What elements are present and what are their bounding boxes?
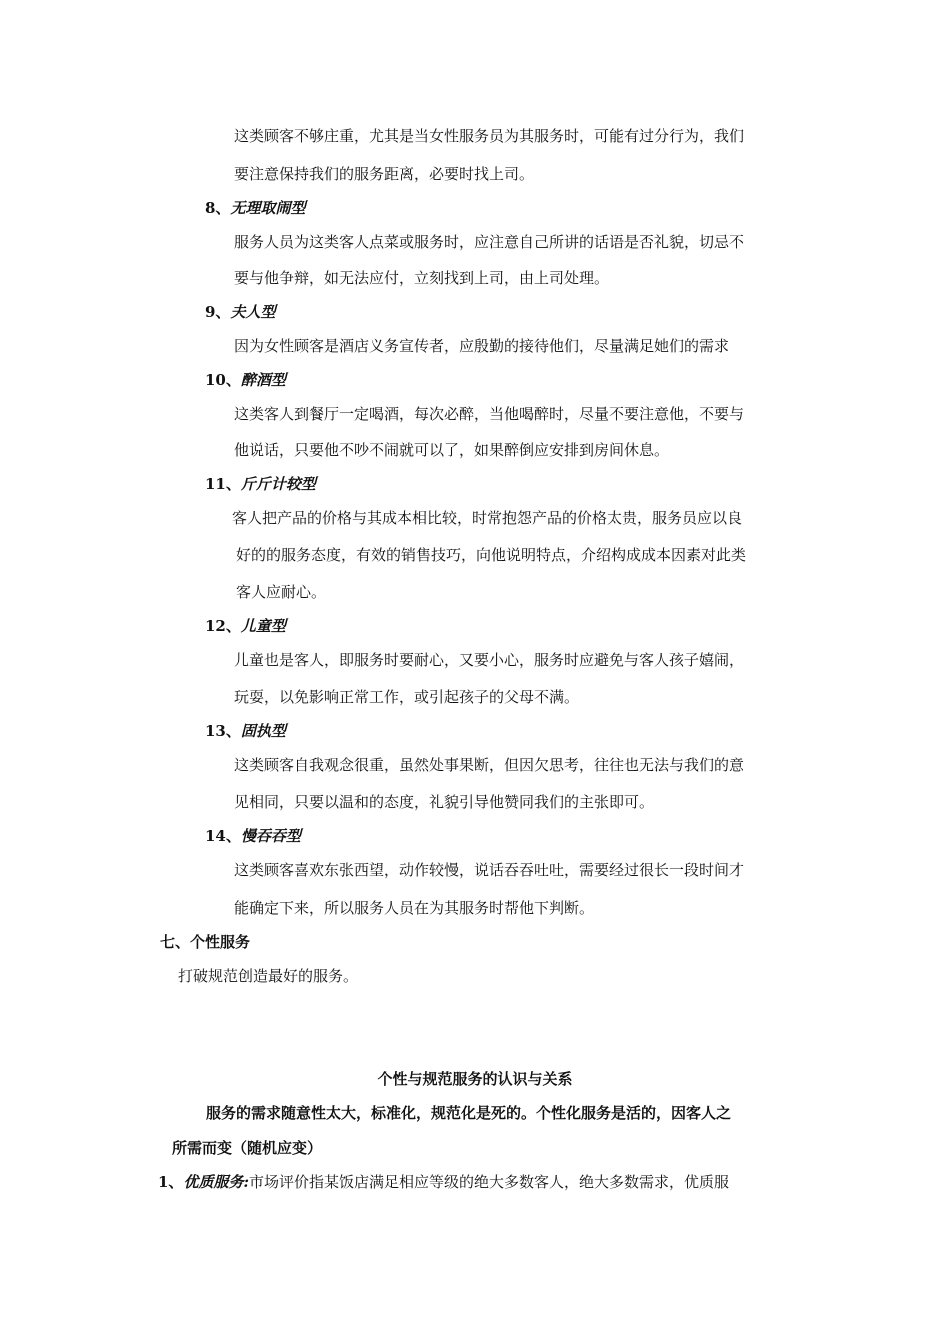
intro-line-2: 要注意保持我们的服务距离，必要时找上司。 <box>234 165 535 183</box>
item-10-line-1: 这类客人到餐厅一定喝酒，每次必醉，当他喝醉时，尽量不要注意他，不要与 <box>234 405 745 423</box>
item-11-line-3: 客人应耐心。 <box>236 583 327 601</box>
item-8-line-2: 要与他争辩，如无法应付，立刻找到上司，由上司处理。 <box>234 269 610 287</box>
item-heading-13 <box>205 721 286 741</box>
item-10-line-2: 他说话，只要他不吵不闹就可以了，如果醉倒应安排到房间休息。 <box>234 441 670 459</box>
item-12-line-2: 玩耍，以免影响正常工作，或引起孩子的父母不满。 <box>234 688 580 706</box>
item-number: 9、 <box>205 303 231 321</box>
point-title: 优质服务: <box>183 1173 249 1191</box>
item-heading-10 <box>205 370 286 390</box>
item-title: 固执型 <box>240 722 286 740</box>
item-number: 8、 <box>205 199 231 217</box>
item-number: 14、 <box>205 827 241 845</box>
item-title: 慢吞吞型 <box>240 827 301 845</box>
section-heading: 七、个性服务 <box>160 933 251 951</box>
item-9-line-1: 因为女性顾客是酒店义务宣传者，应殷勤的接待他们，尽量满足她们的需求 <box>234 337 730 355</box>
item-title: 无理取闹型 <box>230 199 306 217</box>
item-13-line-2: 见相同，只要以温和的态度，礼貌引导他赞同我们的主张即可。 <box>234 793 655 811</box>
item-11-line-1: 客人把产品的价格与其成本相比较，时常抱怨产品的价格太贵，服务员应以良 <box>232 509 743 527</box>
item-12-line-1: 儿童也是客人，即服务时要耐心，又要小心，服务时应避免与客人孩子嬉闹， <box>234 651 745 669</box>
item-title: 醉酒型 <box>240 371 286 389</box>
bold-para-line-1: 服务的需求随意性太大，标准化，规范化是死的。个性化服务是活的，因客人之 <box>206 1104 732 1122</box>
item-8-line-1: 服务人员为这类客人点菜或服务时，应注意自己所讲的话语是否礼貌，切忌不 <box>234 233 745 251</box>
item-heading-12 <box>205 616 286 636</box>
item-14-line-1: 这类顾客喜欢东张西望，动作较慢，说话吞吞吐吐，需要经过很长一段时间才 <box>234 861 745 879</box>
item-14-line-2: 能确定下来，所以服务人员在为其服务时帮他下判断。 <box>234 899 595 917</box>
item-number: 11、 <box>205 475 241 493</box>
item-heading-14 <box>205 826 301 846</box>
item-title: 儿童型 <box>240 617 286 635</box>
item-heading-8 <box>205 198 305 218</box>
item-title: 夫人型 <box>230 303 276 321</box>
item-number: 12、 <box>205 617 241 635</box>
item-number: 13、 <box>205 722 241 740</box>
point-1 <box>158 1172 729 1192</box>
section-body: 打破规范创造最好的服务。 <box>178 967 359 985</box>
item-heading-11 <box>205 474 316 494</box>
intro-line-1: 这类顾客不够庄重，尤其是当女性服务员为其服务时，可能有过分行为，我们 <box>234 127 745 145</box>
item-13-line-1: 这类顾客自我观念很重，虽然处事果断，但因欠思考，往往也无法与我们的意 <box>234 756 745 774</box>
item-heading-9 <box>205 302 275 322</box>
bold-para-line-2: 所需而变（随机应变） <box>172 1139 323 1157</box>
point-text: 市场评价指某饭店满足相应等级的绝大多数客人，绝大多数需求，优质服 <box>248 1173 729 1191</box>
item-title: 斤斤计较型 <box>240 475 316 493</box>
subtitle: 个性与规范服务的认识与关系 <box>377 1070 573 1088</box>
item-11-line-2: 好的的服务态度，有效的销售技巧，向他说明特点，介绍构成成本因素对此类 <box>236 546 747 564</box>
point-number: 1、 <box>158 1173 184 1191</box>
item-number: 10、 <box>205 371 241 389</box>
